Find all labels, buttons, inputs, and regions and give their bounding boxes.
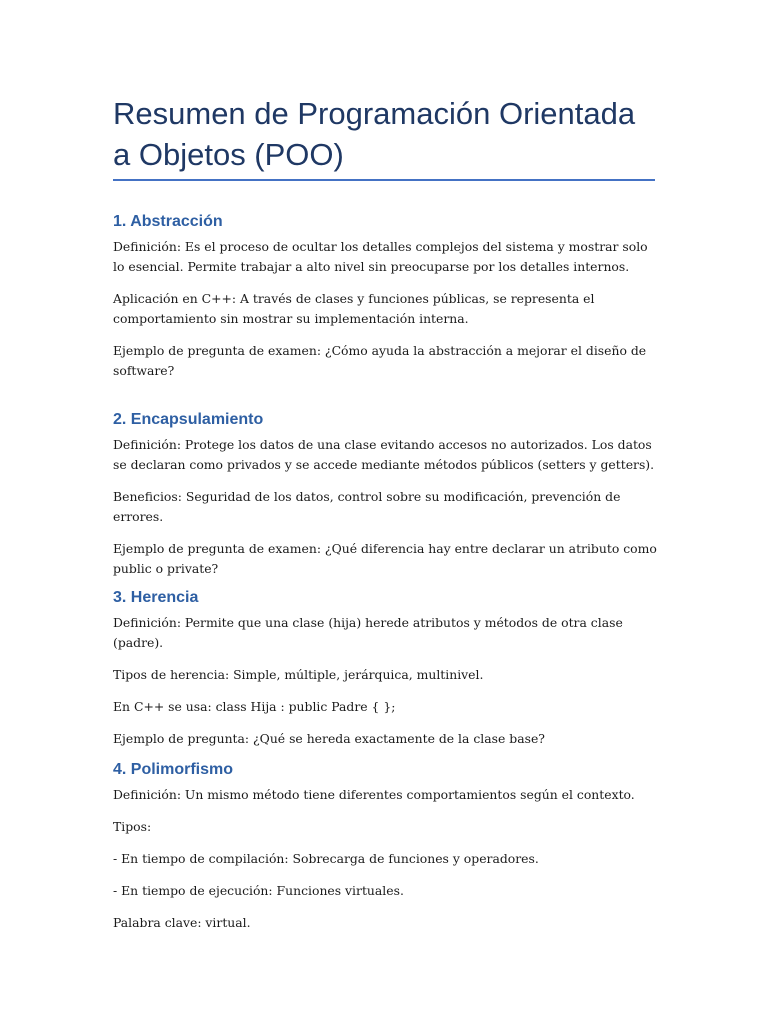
section-paragraph: Palabra clave: virtual. — [113, 915, 251, 930]
section-heading: 3. Herencia — [113, 589, 199, 606]
section-heading: 2. Encapsulamiento — [113, 411, 264, 428]
section-paragraph: Definición: Protege los datos de una clase evitando accesos no autorizados. Los datos se declaran como privados y se accede mediante métodos públicos (setters y getters). — [113, 437, 655, 472]
section-paragraph: Aplicación en C++: A través de clases y funciones públicas, se representa el comportamiento sin mostrar su implementación interna. — [113, 291, 595, 326]
section-heading: 1. Abstracción — [113, 213, 223, 230]
section-paragraph: Ejemplo de pregunta de examen: ¿Qué diferencia hay entre declarar un atributo como public o private? — [113, 541, 657, 576]
section-encapsulamiento — [113, 410, 658, 591]
section-abstraccion — [113, 212, 658, 393]
section-herencia — [113, 588, 658, 761]
section-paragraph: - En tiempo de compilación: Sobrecarga de funciones y operadores. — [113, 851, 539, 866]
document-title: Resumen de Programación Orientada a Objetos (POO) — [113, 96, 636, 172]
section-paragraph: Definición: Es el proceso de ocultar los detalles complejos del sistema y mostrar solo lo esencial. Permite trabajar a alto nivel sin preocuparse por los detalles internos. — [113, 239, 648, 274]
section-paragraph: Beneficios: Seguridad de los datos, control sobre su modificación, prevención de errores. — [113, 489, 621, 524]
section-paragraph: En C++ se usa: class Hija : public Padre { }; — [113, 699, 396, 714]
section-paragraph: Ejemplo de pregunta de examen: ¿Cómo ayuda la abstracción a mejorar el diseño de software? — [113, 343, 647, 378]
section-polimorfismo — [113, 760, 658, 945]
title-underline — [113, 179, 655, 181]
section-heading: 4. Polimorfismo — [113, 761, 234, 778]
section-paragraph: Definición: Permite que una clase (hija) herede atributos y métodos de otra clase (padre). — [113, 615, 623, 650]
section-paragraph: Tipos: — [113, 819, 152, 834]
section-paragraph: Ejemplo de pregunta: ¿Qué se hereda exactamente de la clase base? — [113, 731, 545, 746]
section-paragraph: - En tiempo de ejecución: Funciones virtuales. — [113, 883, 404, 898]
section-paragraph: Tipos de herencia: Simple, múltiple, jerárquica, multinivel. — [113, 667, 484, 682]
section-paragraph: Definición: Un mismo método tiene diferentes comportamientos según el contexto. — [113, 787, 635, 802]
